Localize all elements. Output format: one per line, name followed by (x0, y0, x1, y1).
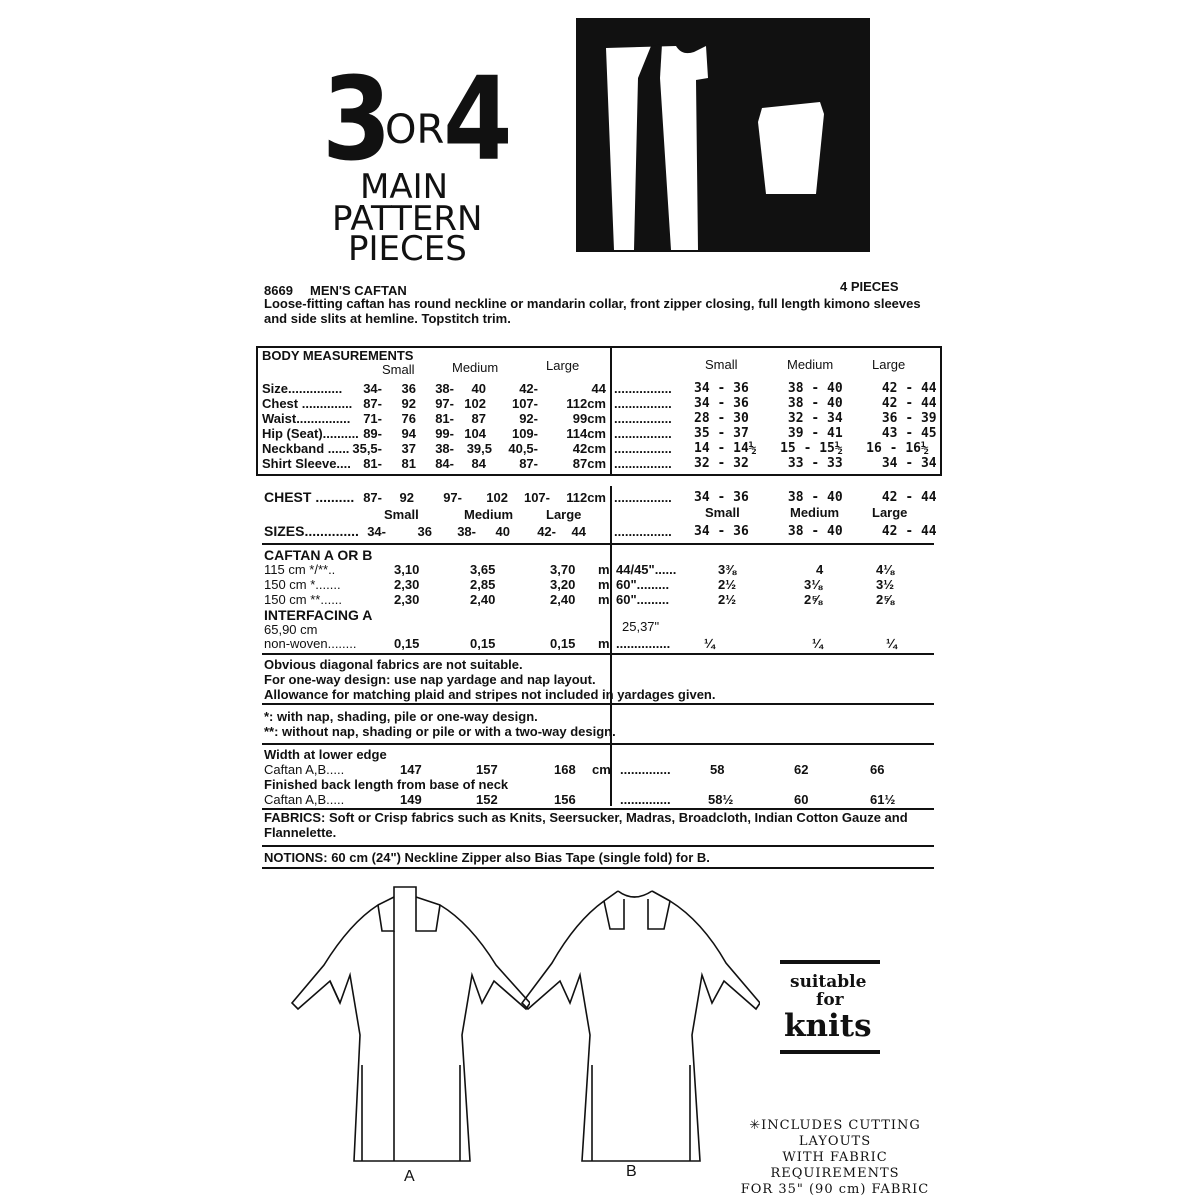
imperial-values: 34 - 36 38 - 40 42 - 44 (694, 381, 937, 396)
size-header-medium: Medium (452, 360, 499, 375)
row-label: 150 cm *....... (264, 577, 341, 592)
imperial-values: 28 - 30 32 - 34 36 - 39 (694, 411, 937, 426)
note: For one-way design: use nap yardage and nap layout. (264, 672, 596, 687)
imperial-label: 60"......... (616, 592, 670, 607)
unit: m (598, 562, 610, 577)
cell: 58½ (708, 792, 734, 807)
cell: 2,85 (470, 577, 496, 592)
pattern-pieces-drawing (576, 18, 870, 252)
cell: 97- (443, 490, 462, 505)
cell: 37 (401, 441, 416, 456)
cell: 156 (554, 792, 576, 807)
nap-notes-block (264, 709, 934, 739)
cell: 87 (471, 411, 486, 426)
cell: 149 (400, 792, 422, 807)
cell: 40 (471, 381, 486, 396)
cell: 2,30 (394, 592, 420, 607)
leader: .............. (620, 762, 671, 777)
cell: 3½ (876, 577, 895, 592)
cell: ¼ (886, 636, 897, 651)
fabrics-block (264, 810, 936, 840)
cell: 71- (363, 411, 382, 426)
row-label: 115 cm */**.. (264, 562, 336, 577)
imperial-label: 44/45"...... (616, 562, 677, 577)
badge-line-for: for (816, 990, 844, 1010)
table-row (264, 562, 934, 577)
cell: 36 (401, 381, 416, 396)
cell: 152 (476, 792, 498, 807)
leader: ................ (614, 524, 672, 539)
cell: 2,30 (394, 577, 420, 592)
leader: ................ (614, 396, 672, 411)
chest-row (264, 489, 937, 506)
imperial-values: 34 - 36 38 - 40 42 - 44 (694, 396, 937, 411)
footnote-line: ✳INCLUDES CUTTING LAYOUTS (749, 1118, 921, 1149)
yardage-table (264, 562, 934, 610)
cell: 42- (519, 381, 538, 396)
cell: 112cm (566, 396, 606, 411)
cell: 102 (464, 396, 486, 411)
cell: 42- (537, 524, 556, 539)
note: Obvious diagonal fabrics are not suitable. (264, 657, 523, 672)
row-label: Caftan A,B..... (264, 792, 345, 807)
cell: 102 (486, 490, 508, 505)
length-heading: Finished back length from base of neck (264, 777, 509, 792)
fabrics-text: Soft or Crisp fabrics such as Knits, Seersucker, Madras, Broadcloth, Indian Cotton Gauze and Flannelette. (264, 810, 908, 840)
footnote-line: WITH FABRIC REQUIREMENTS (770, 1150, 900, 1181)
leader: ................ (614, 411, 672, 426)
cell: 66 (870, 762, 885, 777)
headline-pieces: PIECES (348, 229, 467, 269)
notions-label: NOTIONS: (264, 850, 328, 865)
cell: 0,15 (550, 636, 576, 651)
pattern-pieces-image (576, 18, 870, 252)
leader: ................ (614, 426, 672, 441)
fabrics-label: FABRICS: (264, 810, 326, 825)
cell: 3,20 (550, 577, 576, 592)
cell: 38- (457, 524, 476, 539)
leader: .............. (620, 792, 671, 807)
cell: 62 (794, 762, 809, 777)
row-label: Caftan A,B..... (264, 762, 345, 777)
table-row (264, 577, 934, 592)
size-header-small: Small (382, 362, 415, 377)
cell: 61½ (870, 792, 896, 807)
unit: m (598, 636, 610, 651)
badge-top-rule (780, 960, 880, 964)
cell: 3,65 (470, 562, 496, 577)
table-row (262, 456, 937, 471)
cell: 112cm (566, 490, 606, 505)
row-label: Neckband ...... (262, 441, 350, 456)
headline-pattern: PATTERN (332, 199, 483, 239)
headline-four: 4 (443, 52, 513, 187)
cell: 60 (794, 792, 809, 807)
row-label: 150 cm **...... (264, 592, 343, 607)
imperial-label: ............... (616, 636, 671, 651)
cell: 39,5 (466, 441, 492, 456)
cell: ¼ (704, 636, 715, 651)
interfacing-width: 65,90 cm (264, 622, 318, 637)
table-row (262, 381, 937, 396)
cell: 87- (363, 490, 382, 505)
rule (262, 845, 934, 847)
cell: 99- (435, 426, 454, 441)
table-row (264, 592, 934, 607)
nap-note: *: with nap, shading, pile or one-way design. (264, 709, 538, 724)
unit: cm (592, 762, 611, 777)
cell: 92 (399, 490, 414, 505)
imperial-values: 32 - 32 33 - 33 34 - 34 (694, 456, 937, 471)
leader: ................ (614, 441, 672, 456)
yardage-heading: CAFTAN A OR B (264, 547, 373, 563)
headline-three: 3 (322, 52, 392, 187)
size-header-small-imperial: Small (705, 357, 738, 372)
leader: ................ (614, 490, 672, 505)
headline-or: OR (385, 107, 445, 153)
cell: 2⅝ (804, 592, 823, 607)
imperial-label: 60"......... (616, 577, 670, 592)
badge-line-knits: knits (784, 1008, 872, 1044)
row-label: SIZES.............. (264, 523, 359, 539)
cell: 104 (464, 426, 486, 441)
size-header-small: Small (384, 507, 419, 522)
table-row (262, 396, 937, 411)
nap-note: **: without nap, shading or pile or with a two-way design. (264, 724, 616, 739)
cell: 3⅜ (718, 562, 737, 577)
badge-line-suitable: suitable (790, 972, 867, 992)
cell: 87- (519, 456, 538, 471)
body-measurements-heading: BODY MEASUREMENTS (262, 348, 414, 363)
imperial-values: 34 - 36 38 - 40 42 - 44 (694, 490, 937, 505)
row-label: CHEST .......... (264, 489, 355, 505)
cell: 107- (511, 396, 538, 411)
cell: 92- (519, 411, 538, 426)
size-header-medium-imperial: Medium (787, 357, 834, 372)
cell: 81 (401, 456, 416, 471)
imperial-values: 34 - 36 38 - 40 42 - 44 (694, 524, 937, 539)
note: Allowance for matching plaid and stripes not included in yardages given. (264, 687, 716, 702)
row-label: non-woven........ (264, 636, 357, 651)
pattern-number: 8669 (264, 283, 293, 298)
cell: 36 (417, 524, 432, 539)
cell: 84- (435, 456, 454, 471)
notions-text: 60 cm (24") Neckline Zipper also Bias Tape (single fold) for B. (331, 850, 710, 865)
cell: 44 (571, 524, 586, 539)
pattern-title: MEN'S CAFTAN (310, 283, 407, 298)
notions-block (264, 850, 936, 865)
cell: 38- (435, 441, 454, 456)
caftan-view-a-illustration (290, 885, 530, 1165)
row-label: Shirt Sleeve.... (262, 456, 351, 471)
cell: 92 (401, 396, 416, 411)
cell: 107- (523, 490, 550, 505)
cell: 40,5- (508, 441, 538, 456)
size-header-medium-imperial: Medium (790, 505, 840, 520)
badge-bottom-rule (780, 1050, 880, 1054)
cell: 35,5- (352, 441, 382, 456)
cell: 4 (816, 562, 824, 577)
unit: m (598, 577, 610, 592)
rule (262, 653, 934, 655)
row-label: Size............... (262, 381, 343, 396)
notes-block (264, 657, 934, 702)
cell: 84 (471, 456, 486, 471)
interfacing-imperial-width: 25,37" (622, 619, 660, 634)
cell: 2½ (718, 577, 737, 592)
table-row (262, 411, 937, 426)
cell: 34- (363, 381, 382, 396)
rule (262, 543, 934, 545)
table-row (262, 441, 934, 456)
rule (262, 867, 934, 869)
width-heading: Width at lower edge (264, 747, 387, 762)
interfacing-row (264, 636, 934, 651)
size-header-large: Large (546, 358, 580, 373)
size-header-large-imperial: Large (872, 357, 906, 372)
interfacing-heading: INTERFACING A (264, 607, 373, 623)
length-row (264, 792, 934, 807)
cell: 87- (363, 396, 382, 411)
cell: 2⅝ (876, 592, 895, 607)
leader: ................ (614, 456, 672, 471)
cell: 89- (363, 426, 382, 441)
size-header-large: Large (546, 507, 582, 522)
size-header-large-imperial: Large (872, 505, 908, 520)
cutting-layouts-note (720, 1118, 950, 1198)
cell: 38- (435, 381, 454, 396)
cell: 99cm (572, 411, 606, 426)
cell: 3⅛ (804, 577, 823, 592)
cell: 4⅛ (876, 562, 895, 577)
cell: 147 (400, 762, 422, 777)
table-row (262, 426, 937, 441)
cell: 0,15 (470, 636, 496, 651)
cell: 76 (401, 411, 416, 426)
cell: 2½ (718, 592, 737, 607)
cell: 44 (591, 381, 606, 396)
size-header-medium: Medium (464, 507, 514, 522)
imperial-values: 14 - 14½ 15 - 15½ 16 - 16½ (694, 441, 929, 456)
cell: 157 (476, 762, 498, 777)
cell: 87cm (572, 456, 606, 471)
view-b-label: B (626, 1163, 637, 1180)
cell: 40 (495, 524, 510, 539)
size-header-small-imperial: Small (705, 505, 740, 520)
pattern-description: Loose-fitting caftan has round neckline or mandarin collar, front zipper closing, full length kimono sleeves and side slits at hemline. Topstitch trim. (264, 296, 921, 326)
cell: 34- (367, 524, 386, 539)
cell: 58 (710, 762, 725, 777)
rule (262, 743, 934, 745)
row-label: Hip (Seat).......... (262, 426, 359, 441)
width-row (264, 762, 934, 777)
cell: 2,40 (470, 592, 496, 607)
cell: 81- (363, 456, 382, 471)
unit: m (598, 592, 610, 607)
pattern-piece-count: 4 PIECES (840, 279, 899, 294)
cell: 97- (435, 396, 454, 411)
sizes-row (264, 523, 937, 540)
rule (262, 703, 934, 705)
imperial-values: 35 - 37 39 - 41 43 - 45 (694, 426, 937, 441)
leader: ................ (614, 381, 672, 396)
suitable-for-knits-badge (780, 960, 880, 1056)
cell: 3,70 (550, 562, 576, 577)
row-label: Waist............... (262, 411, 351, 426)
cell: 42cm (572, 441, 606, 456)
cell: 168 (554, 762, 576, 777)
cell: 114cm (566, 426, 606, 441)
row-label: Chest .............. (262, 396, 353, 411)
cell: 109- (511, 426, 538, 441)
cell: 3,10 (394, 562, 420, 577)
cell: ¼ (812, 636, 823, 651)
cell: 2,40 (550, 592, 576, 607)
cell: 0,15 (394, 636, 420, 651)
view-a-label: A (404, 1168, 415, 1185)
cell: 94 (401, 426, 416, 441)
headline-main: MAIN (360, 167, 449, 207)
cell: 81- (435, 411, 454, 426)
footnote-line: FOR 35" (90 cm) FABRIC (740, 1182, 930, 1197)
body-measurements-table (262, 381, 937, 471)
